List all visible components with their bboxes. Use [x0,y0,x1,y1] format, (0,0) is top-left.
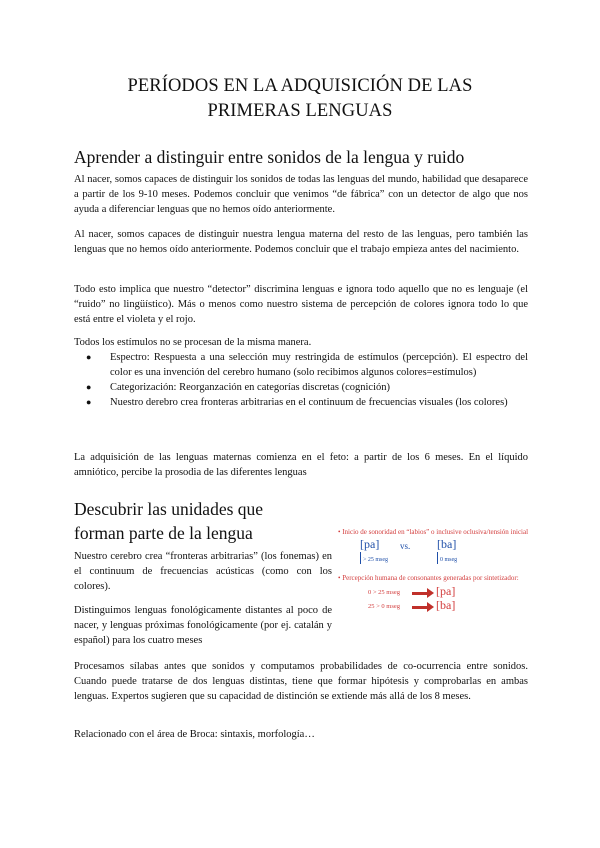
bullet-icon: ● [86,352,92,362]
bullet-list [74,350,528,410]
figure-arrow-right-icon [412,592,428,595]
figure-bracket-right [437,552,438,564]
bullet-text: Nuestro derebro crea fronteras arbitrarias en el continuum de frecuencias visuales (los colores) [110,397,508,408]
figure-caption-2: • Percepción humana de consonantes generadas por sintetizador: [338,574,519,582]
section-2-heading-line-2: forman parte de la lengua [74,523,253,543]
page-title-line-2: PRIMERAS LENGUAS [207,101,393,121]
bullet-item [74,350,528,380]
bullet-item [74,380,528,395]
figure-time-pa: > 25 mseg [363,557,389,563]
figure-caption-1: • Inicio de sonoridad en “labios” o inclusive oclusiva/tensión inicial [338,528,529,536]
figure-result-b: [ba] [436,598,456,612]
figure-result-a: [pa] [436,584,456,598]
figure-time-ba: 0 mseg [440,557,458,563]
section-2-paragraph-4: Relacionado con el área de Broca: sintaxis, morfología… [74,729,315,740]
page-title-line-1: PERÍODOS EN LA ADQUISICIÓN DE LAS [127,76,473,96]
bullet-text: Categorización: Reorganzación en categorías discretas (cognición) [110,382,390,393]
section-1-paragraph-4: Todos los estímulos no se procesan de la misma manera. [74,337,312,348]
section-2-paragraph-3: Procesamos sílabas antes que sonidos y computamos probabilidades de co-ocurrencia entre sonidos. Cuando puede tratarse de dos lenguas distintas, tiene que formar hipótesis y comprobarlas en ambas lenguas. Expertos sugieren que su capacidad de distinción se extiende más allá de los 8 meses. [74,661,528,702]
page-title [0,74,600,124]
section-1-paragraph-3: Todo esto implica que nuestro “detector” discrimina lenguas e ignora todo aquello que no es lenguaje (el “ruido” no lingüístico). Más o menos como nuestro sistema de percepción de colores ignora todo lo que está entre el violeta y el rojo. [74,284,528,325]
figure-arrow-right-icon [412,606,428,609]
section-2-paragraph-1: Nuestro cerebro crea “fronteras arbitrarias” (los fonemas) en el continuum de frecuencias acústicas (como con los colores). [74,551,332,592]
section-1-paragraph-1: Al nacer, somos capaces de distinguir los sonidos de todas las lenguas del mundo, habilidad que desaparece a partir de los 9-10 meses. Podemos concluir que venimos “de fábrica” con un detector de algo que nos ayuda a diferenciar lenguas que no hemos oído anteriormente. [74,174,528,215]
phoneme-perception-figure [338,526,574,626]
figure-syllable-ba: [ba] [437,537,457,551]
bullet-icon: ● [86,382,92,392]
section-2-heading-line-1: Descubrir las unidades que [74,499,264,519]
section-1-heading: Aprender a distinguir entre sonidos de la lengua y ruido [74,147,465,167]
bullet-icon: ● [86,397,92,407]
section-2-heading [74,497,263,545]
bullet-item [74,395,528,410]
section-2-paragraph-2: Distinguimos lenguas fonológicamente distantes al poco de nacer, y lenguas próximas fonológicamente (por ej. catalán y español) para los cuatro meses [74,605,332,646]
bullet-text: Espectro: Respuesta a una selección muy restringida de estímulos (percepción). El espectro del color es una invención del cerebro humano (solo recibimos algunos colores=estímulos) [110,352,528,378]
figure-bracket-left [360,552,361,564]
figure-vs-label: vs. [400,541,411,551]
figure-range-b: 25 > 0 mseg [368,603,401,610]
figure-range-a: 0 > 25 mseg [368,589,401,596]
section-1-paragraph-5: La adquisición de las lenguas maternas comienza en el feto: a partir de los 6 meses. En el líquido amniótico, percibe la prosodia de las diferentes lenguas [74,452,528,478]
figure-syllable-pa: [pa] [360,537,380,551]
section-1-paragraph-2: Al nacer, somos capaces de distinguir nuestra lengua materna del resto de las lenguas, pero también las lenguas que no hemos oído anteriormente. Podemos concluir que el trabajo empieza antes del nacimiento. [74,229,528,255]
